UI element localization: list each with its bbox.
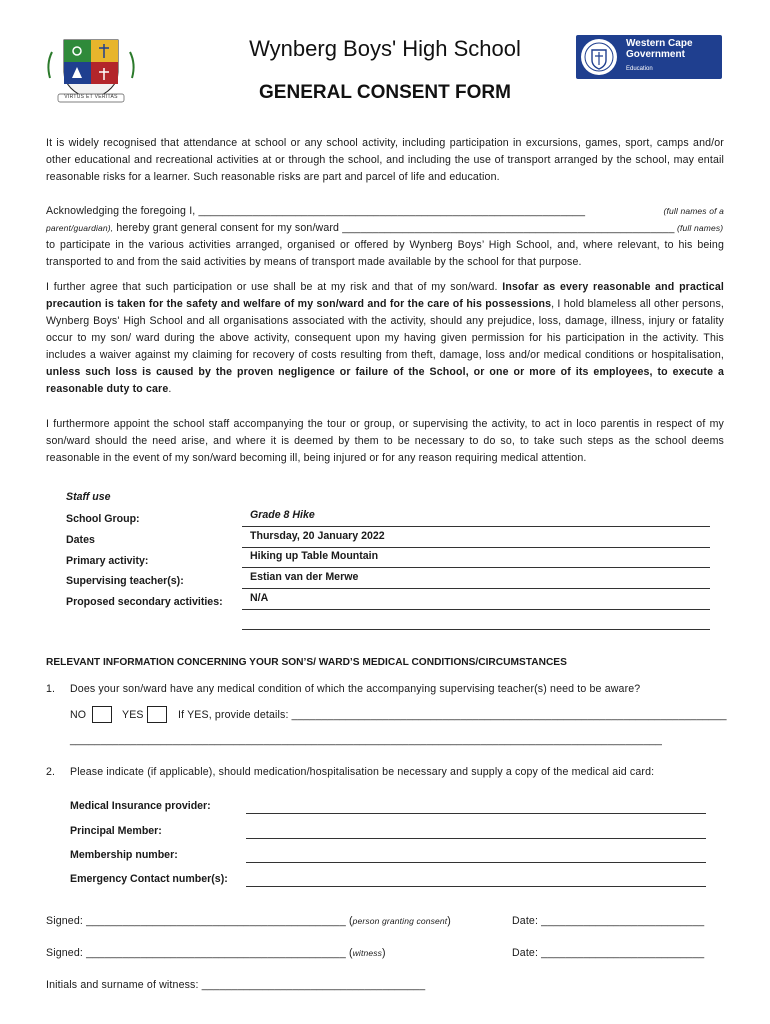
appoint-paragraph: I furthermore appoint the school staff accompanying the tour or group, or supervising the activity, to act in loco parentis in respect of my son/ward should the need arise, and where it is deemed by them to be necessary to do so, to take such steps as the school deems reasonable in the event of my son/ward becoming ill, being injured or for any reason requiring medical attention. — [46, 418, 724, 464]
date-consent-field[interactable]: Date: ___________________________ — [512, 915, 705, 927]
label-membership-number: Membership number: — [70, 849, 178, 861]
ack-note-3: (full names) — [674, 223, 724, 233]
value-primary-activity[interactable]: Hiking up Table Mountain — [250, 550, 379, 562]
label-primary-activity: Primary activity: — [66, 555, 149, 567]
value-dates[interactable]: Thursday, 20 January 2022 — [250, 530, 385, 542]
yes-checkbox[interactable] — [147, 706, 167, 723]
label-principal-member: Principal Member: — [70, 825, 162, 837]
medical-heading: RELEVANT INFORMATION CONCERNING YOUR SON’S/ WARD’S MEDICAL CONDITIONS/CIRCUMSTANCES — [46, 657, 567, 668]
principal-member-input[interactable] — [246, 838, 706, 839]
agreement-paragraph — [46, 279, 724, 398]
agree-bold-1: Insofar as every reasonable and practical precaution is taken for the safety and welfare of my son/ward and for the care of his possessions — [46, 281, 724, 310]
label-supervising-teachers: Supervising teacher(s): — [66, 575, 184, 587]
gov-line3: Education — [626, 66, 653, 72]
yes-label: YES — [122, 709, 144, 721]
signed-label: Signed: ___________________________________________ ( — [46, 915, 353, 927]
staff-line — [242, 609, 710, 610]
signed-label: Signed: ___________________________________________ ( — [46, 947, 353, 959]
gov-line1: Western Cape — [626, 38, 693, 49]
witness-initials-field[interactable]: Initials and surname of witness: _____________________________________ — [46, 979, 426, 991]
value-secondary-activities[interactable]: N/A — [250, 592, 269, 604]
staff-use-heading: Staff use — [66, 491, 111, 503]
label-dates: Dates — [66, 534, 95, 546]
ack-rest: to participate in the various activities arranged, organised or offered by Wynberg Boys’ High School, and, where relevant, to his being transported to and from the said activities by means of transport made available by the school for that purpose. — [46, 239, 724, 268]
ack-name-field[interactable]: Acknowledging the foregoing I, ________________________________________________________________ — [46, 205, 586, 217]
value-school-group[interactable]: Grade 8 Hike — [250, 509, 315, 521]
agree-text-1: I further agree that such participation or use shall be at my risk and that of my son/ward. — [46, 281, 503, 293]
school-name: Wynberg Boys' High School — [249, 36, 521, 61]
acknowledgement-paragraph — [46, 203, 724, 271]
staff-line — [242, 629, 710, 630]
agree-text-2: , I hold blameless all other persons, Wynberg Boys' High School and all organisations associated with the activity, should any prejudice, loss, damage, illness, injury or fatality occur to my son/ ward during the above activity, consequent upon my having given permission for his participation in the activity. This includes a waiver against my claiming for recovery of costs resulting from theft, damage, loss and/or medical conditions or hospitalisation, — [46, 298, 724, 361]
no-label: NO — [70, 709, 87, 721]
staff-line — [242, 526, 710, 527]
signed-consent-line[interactable] — [46, 913, 451, 930]
consent-note: person granting consent — [352, 916, 448, 926]
agree-bold-2: unless such loss is caused by the proven negligence or failure of the School, or one or more of its employees, to execute a reasonable duty to care — [46, 366, 724, 395]
signed-close: ) — [382, 947, 386, 959]
no-checkbox[interactable] — [92, 706, 112, 723]
label-emergency-contact: Emergency Contact number(s): — [70, 873, 228, 885]
staff-line — [242, 567, 710, 568]
date-witness-field[interactable]: Date: ___________________________ — [512, 947, 705, 959]
membership-number-input[interactable] — [246, 862, 706, 863]
ack-ward-field[interactable]: hereby grant general consent for my son/ward _______________________________________________________ — [113, 222, 675, 234]
label-medical-insurance: Medical Insurance provider: — [70, 800, 211, 812]
coat-of-arms-icon — [580, 38, 618, 76]
gov-line2: Government — [626, 49, 685, 60]
form-title: GENERAL CONSENT FORM — [259, 82, 511, 103]
ack-note-2: parent/guardian), — [46, 223, 114, 233]
details-field[interactable]: If YES, provide details: ________________________________________________________________________ — [178, 709, 727, 721]
label-school-group: School Group: — [66, 513, 140, 525]
q1-text: Does your son/ward have any medical condition of which the accompanying supervising teacher(s) need to be aware? — [70, 683, 641, 695]
signed-witness-line[interactable] — [46, 945, 386, 962]
value-supervising-teachers[interactable]: Estian van der Merwe — [250, 571, 359, 583]
q2-number: 2. — [46, 766, 56, 778]
details-continuation-field[interactable]: __________________________________________________________________________________________________ — [70, 734, 663, 746]
emergency-contact-input[interactable] — [246, 886, 706, 887]
staff-line — [242, 547, 710, 548]
staff-line — [242, 588, 710, 589]
medical-insurance-input[interactable] — [246, 813, 706, 814]
ack-note-1: (full names of a — [663, 206, 724, 216]
q1-number: 1. — [46, 683, 56, 695]
label-secondary-activities: Proposed secondary activities: — [66, 596, 223, 608]
signed-close: ) — [447, 915, 451, 927]
witness-note: witness — [352, 948, 383, 958]
crest-motto: VIRTUS ET VERITAS — [64, 94, 118, 100]
agree-text-3: . — [168, 383, 172, 395]
q2-text: Please indicate (if applicable), should medication/hospitalisation be necessary and supply a copy of the medical aid card: — [70, 766, 655, 778]
intro-paragraph: It is widely recognised that attendance at school or any school activity, including participation in excursions, games, sport, camps and/or other educational and recreational activities at or through the school, and including the use of transport arranged by the school, may entail reasonable risks for a learner. Such reasonable risks are part and parcel of life and education. — [46, 137, 724, 183]
government-logo — [576, 35, 722, 79]
